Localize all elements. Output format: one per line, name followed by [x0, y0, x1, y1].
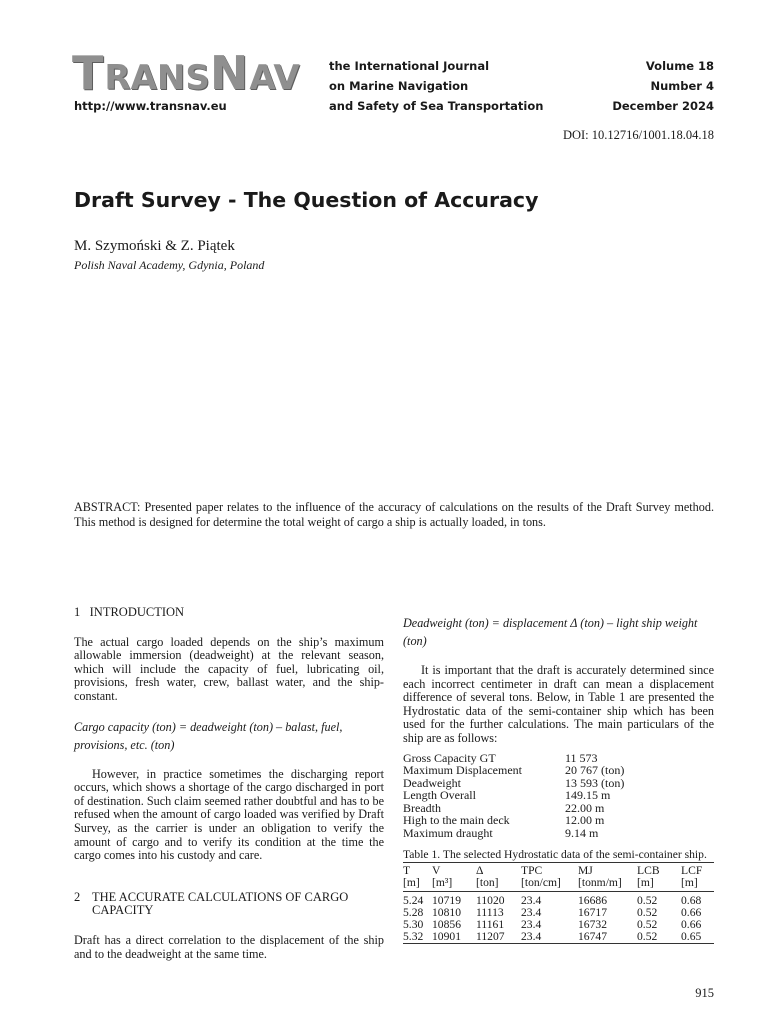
paper-authors: M. Szymoński & Z. Piątek: [74, 238, 235, 254]
particular-label: Length Overall: [403, 788, 476, 803]
particular-label: Gross Capacity GT: [403, 750, 496, 765]
journal-line-2: on Marine Navigation: [329, 79, 469, 93]
abstract: ABSTRACT: Presented paper relates to the influence of the accuracy of calculations on the results of the Draft Survey method. This method is designed for determine the total weight of cargo a ship is actually loaded, in tons.: [74, 500, 714, 529]
table-header-cell: LCB: [637, 863, 681, 878]
table-unit-cell: [ton]: [476, 877, 521, 892]
table-cell: 0.52: [637, 906, 658, 920]
table-cell: 0.52: [637, 931, 681, 944]
particular-value: 22.00 m: [565, 800, 605, 815]
table-cell: 0.68: [681, 894, 702, 908]
table-cell: 10719: [432, 894, 461, 908]
table-cell: 10810: [432, 906, 461, 920]
section-2-title: THE ACCURATE CALCULATIONS OF CARGO CAPACITY: [92, 889, 349, 918]
table-cell: 5.28: [403, 906, 424, 920]
table-unit-cell: [m]: [637, 877, 681, 892]
paper-title: Draft Survey - The Question of Accuracy: [74, 188, 539, 212]
table-unit-cell: [m]: [681, 877, 714, 892]
particular-value: 13 593 (ton): [565, 775, 625, 790]
journal-url-link[interactable]: http://www.transnav.eu: [74, 99, 227, 113]
table-cell: 16717: [578, 906, 607, 920]
table-cell: 23.4: [521, 931, 578, 944]
intro-paragraph-1: The actual cargo loaded depends on the ship’s maximum allowable immersion (deadweight) at the relevant season, which will include the capacity of fuel, lubricating oil, provisions, fresh water, crew, ballast water, and the ship-constant.: [74, 634, 384, 703]
number-label: Number 4: [650, 79, 714, 93]
table-row: [403, 931, 714, 944]
table-cell: 0.52: [637, 918, 658, 932]
transnav-logo: [72, 46, 300, 100]
section-2-heading: [74, 891, 384, 918]
equation-deadweight: Deadweight (ton) = displacement Δ (ton) – light ship weight (ton): [403, 616, 698, 648]
right-column: [403, 614, 714, 944]
table-header-cell: Δ: [476, 863, 521, 878]
particular-value: 9.14 m: [565, 825, 599, 840]
journal-line-1: the International Journal: [329, 59, 490, 73]
table-header-cell: LCF: [681, 863, 714, 878]
volume-label: Volume 18: [645, 59, 714, 73]
journal-name: [329, 56, 543, 116]
logo-letter-t: T: [72, 46, 105, 100]
equation-cargo-capacity: Cargo capacity (ton) = deadweight (ton) – balast, fuel, provisions, etc. (ton): [74, 719, 343, 752]
particular-label: High to the main deck: [403, 813, 510, 828]
section-2-paragraph: Draft has a direct correlation to the displacement of the ship and to the deadweight at the same time.: [74, 932, 384, 961]
table-cell: 10856: [432, 918, 461, 932]
table-row: [403, 892, 714, 908]
table-cell: 5.30: [403, 918, 424, 932]
particular-row: [403, 764, 624, 777]
table-cell: 11161: [476, 918, 505, 932]
table-cell: 5.32: [403, 931, 432, 944]
table-header-cell: TPC: [521, 863, 578, 878]
particular-label: Breadth: [403, 800, 441, 815]
particular-row: [403, 789, 624, 802]
particular-row: [403, 814, 624, 827]
table-cell: 0.52: [637, 894, 658, 908]
page-number: 915: [695, 986, 714, 1000]
ship-particulars-table: [403, 752, 624, 840]
particular-row: [403, 827, 624, 840]
table-header-cell: T: [403, 863, 432, 878]
particular-label: Deadweight: [403, 775, 461, 790]
table-cell: 11207: [476, 931, 521, 944]
particular-value: 12.00 m: [565, 813, 605, 828]
table-header-cell: V: [432, 863, 476, 878]
table-cell: 0.66: [681, 906, 702, 920]
table-1-caption: Table 1. The selected Hydrostatic data of the semi-container ship.: [403, 848, 707, 862]
draft-paragraph: It is important that the draft is accurately determined since each incorrect centimeter in draft can mean a displacement difference of several tons. Below, in Table 1 are presented the Hydrostatic data of the semi-container ship which has been used for the further calculations. The main particulars of the ship are as follows:: [403, 663, 714, 745]
table-unit-cell: [tonm/m]: [578, 877, 637, 892]
particular-value: 149.15 m: [565, 788, 611, 803]
table-cell: 23.4: [521, 894, 542, 908]
table-cell: 23.4: [521, 918, 542, 932]
left-column: [74, 606, 384, 961]
hydrostatic-data-table: [403, 862, 714, 944]
table-unit-cell: [m³]: [432, 877, 476, 892]
particular-label: Maximum Displacement: [403, 763, 522, 778]
particular-value: 20 767 (ton): [565, 763, 625, 778]
section-2-number: 2: [74, 889, 81, 904]
particular-label: Maximum draught: [403, 825, 493, 840]
table-cell: 11113: [476, 906, 504, 920]
table-cell: 10901: [432, 931, 476, 944]
table-unit-cell: [ton/cm]: [521, 877, 578, 892]
logo-text-rans: RANS: [104, 58, 210, 98]
paper-affiliation: Polish Naval Academy, Gdynia, Poland: [74, 258, 265, 272]
table-cell: 0.65: [681, 931, 714, 944]
table-cell: 16747: [578, 931, 637, 944]
table-cell: 5.24: [403, 894, 424, 908]
issue-info: [612, 56, 714, 116]
logo-text-av: AV: [249, 58, 300, 98]
table-cell: 16732: [578, 918, 607, 932]
particular-value: 11 573: [565, 750, 598, 765]
table-cell: 16686: [578, 894, 607, 908]
intro-paragraph-2: However, in practice sometimes the discharging report occurs, which shows a shortage of the cargo discharged in port of destination. Such claim seemed rather doubtful and has to be refused when the amount of cargo loaded was verified by Draft Survey, as the carrier is under an obligation to verify the amount of cargo and to verify its condition at the time the cargo comes into his custody and care.: [74, 766, 384, 863]
table-unit-cell: [m]: [403, 877, 432, 892]
table-cell: 23.4: [521, 906, 542, 920]
table-cell: 0.66: [681, 918, 702, 932]
section-1-heading: 1 INTRODUCTION: [74, 605, 185, 619]
doi-label: DOI: 10.12716/1001.18.04.18: [562, 128, 714, 142]
journal-line-3: and Safety of Sea Transportation: [329, 99, 544, 113]
logo-letter-n: N: [209, 46, 250, 100]
date-label: December 2024: [612, 99, 714, 113]
table-cell: 11020: [476, 894, 505, 908]
table-header-cell: MJ: [578, 863, 637, 878]
